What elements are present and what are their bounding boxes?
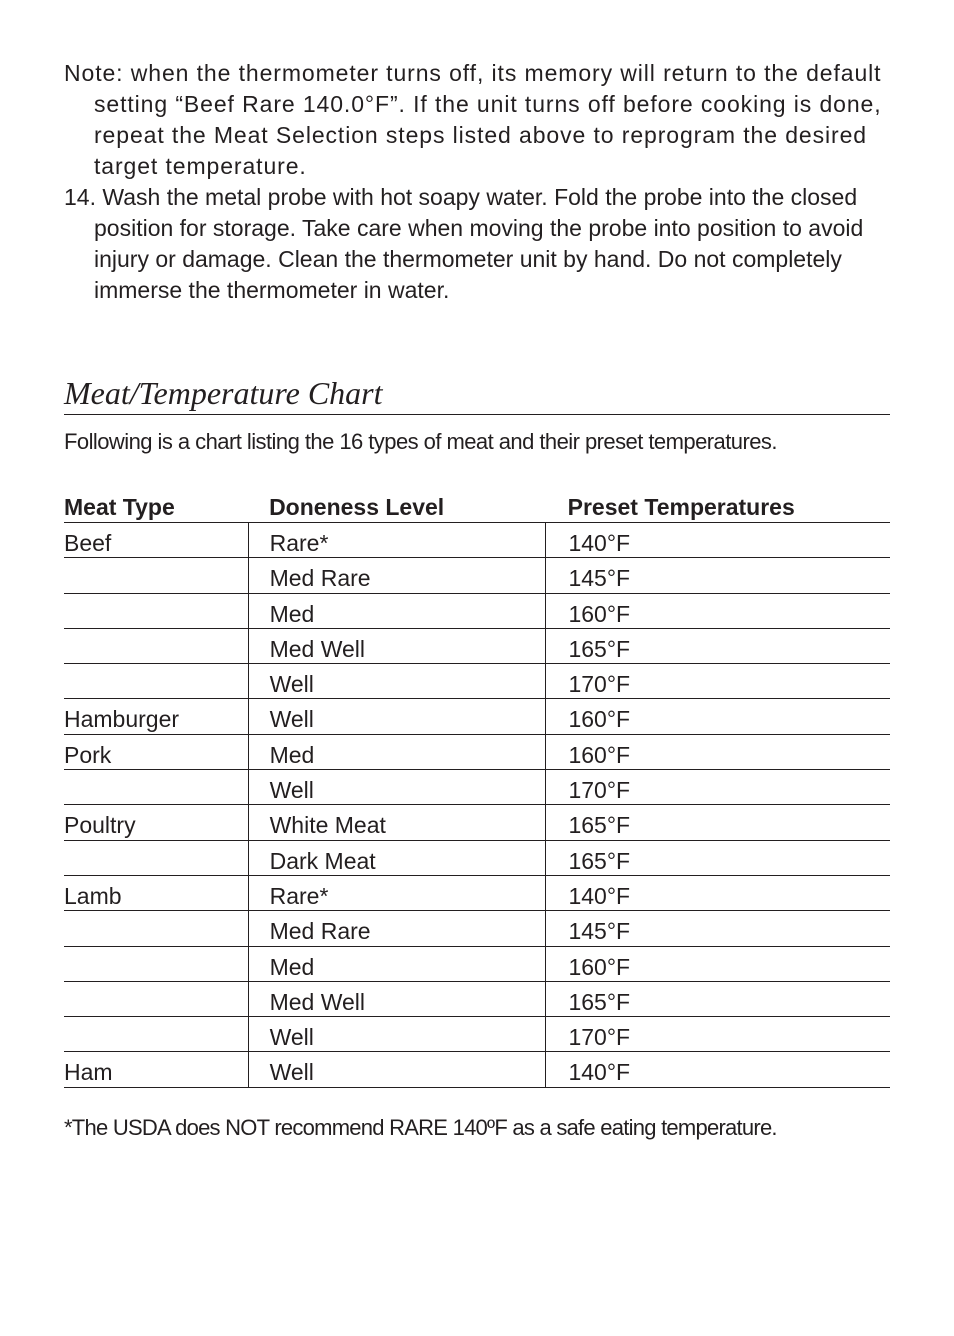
temperature-cell: 165°F <box>568 847 631 874</box>
table-row <box>64 735 890 770</box>
table-row <box>64 876 890 911</box>
doneness-cell: Dark Meat <box>249 841 547 875</box>
section-title: Meat/Temperature Chart <box>64 375 383 411</box>
doneness-cell: Med <box>249 735 547 769</box>
meat-type-cell: Ham <box>64 1052 249 1086</box>
doneness-cell: Well <box>249 1017 547 1051</box>
table-row <box>64 664 890 699</box>
meat-type-cell: Beef <box>64 523 249 557</box>
table-row <box>64 805 890 840</box>
instructions-block <box>64 58 894 306</box>
meat-temperature-table <box>64 492 890 1088</box>
temperature-cell: 160°F <box>568 741 631 768</box>
meat-type-cell: Poultry <box>64 805 249 839</box>
memory-note: Note: when the thermometer turns off, its memory will return to the default setting “Beef Rare 140.0°F”. If the unit turns off before cooking is done, repeat the Meat Selection steps listed above to reprogram the desired target temperature. <box>64 60 882 179</box>
table-row <box>64 911 890 946</box>
doneness-cell: Well <box>249 699 547 733</box>
temperature-cell: 165°F <box>568 812 631 839</box>
doneness-cell: Med Well <box>249 982 547 1016</box>
temperature-cell: 170°F <box>568 777 631 804</box>
meat-type-cell: Lamb <box>64 876 249 910</box>
temperature-cell: 140°F <box>568 530 631 556</box>
table-row <box>64 629 890 664</box>
table-row <box>64 523 890 558</box>
meat-type-cell <box>64 594 249 628</box>
doneness-cell: Rare* <box>249 876 547 910</box>
meat-type-cell <box>64 629 249 663</box>
temperature-cell: 165°F <box>568 988 631 1015</box>
temperature-cell: 140°F <box>568 882 631 909</box>
temperature-cell: 170°F <box>568 1024 631 1051</box>
doneness-cell: White Meat <box>249 805 547 839</box>
doneness-cell: Med Well <box>249 629 547 663</box>
temperature-cell: 165°F <box>568 635 631 662</box>
header-preset-temperatures: Preset Temperatures <box>567 494 795 520</box>
table-header <box>64 492 890 523</box>
table-row <box>64 699 890 734</box>
table-row <box>64 558 890 593</box>
table-row <box>64 841 890 876</box>
temperature-cell: 160°F <box>568 600 631 627</box>
temperature-cell: 170°F <box>568 671 631 698</box>
doneness-cell: Well <box>249 1052 547 1086</box>
title-divider <box>64 414 890 415</box>
doneness-cell: Well <box>249 770 547 804</box>
meat-type-cell <box>64 558 249 592</box>
header-meat-type: Meat Type <box>64 494 175 520</box>
meat-type-cell <box>64 1017 249 1051</box>
header-doneness-level: Doneness Level <box>269 494 445 520</box>
table-row <box>64 947 890 982</box>
meat-type-cell <box>64 841 249 875</box>
temperature-cell: 145°F <box>568 918 631 945</box>
temperature-cell: 160°F <box>568 953 631 980</box>
doneness-cell: Med <box>249 947 547 981</box>
usda-footnote: *The USDA does NOT recommend RARE 140ºF as a safe eating temperature. <box>64 1115 777 1140</box>
meat-type-cell <box>64 947 249 981</box>
table-row <box>64 982 890 1017</box>
table-body <box>64 523 890 1088</box>
doneness-cell: Med Rare <box>249 558 547 592</box>
table-row <box>64 1017 890 1052</box>
table-row <box>64 770 890 805</box>
table-row <box>64 1052 890 1087</box>
temperature-cell: 145°F <box>568 565 631 592</box>
meat-type-cell <box>64 664 249 698</box>
step-14: 14. Wash the metal probe with hot soapy water. Fold the probe into the closed position for storage. Take care when moving the probe into position to avoid injury or damage. Clean the thermometer unit by hand. Do not completely immerse the thermometer in water. <box>64 184 864 303</box>
meat-type-cell: Hamburger <box>64 699 249 733</box>
doneness-cell: Med <box>249 594 547 628</box>
chart-intro: Following is a chart listing the 16 types of meat and their preset temperatures. <box>64 429 777 454</box>
table-row <box>64 594 890 629</box>
meat-type-cell: Pork <box>64 735 249 769</box>
temperature-cell: 140°F <box>568 1059 631 1086</box>
doneness-cell: Well <box>249 664 547 698</box>
temperature-cell: 160°F <box>568 706 631 733</box>
meat-type-cell <box>64 770 249 804</box>
doneness-cell: Med Rare <box>249 911 547 945</box>
doneness-cell: Rare* <box>249 523 547 557</box>
meat-type-cell <box>64 911 249 945</box>
meat-type-cell <box>64 982 249 1016</box>
